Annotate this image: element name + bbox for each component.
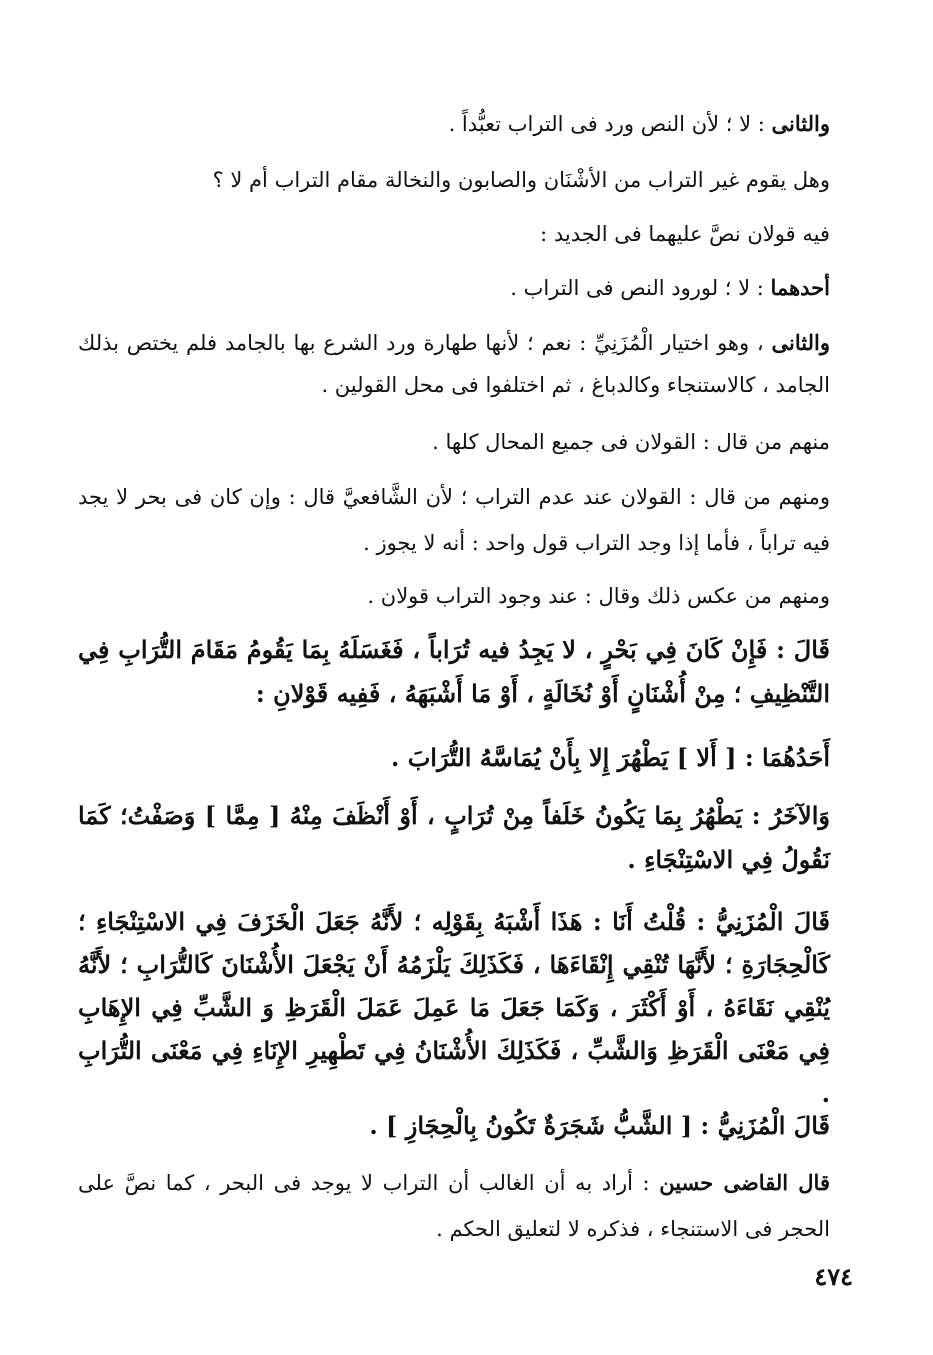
paragraph-lead: والثانى <box>771 330 830 355</box>
quote-text: أَحَدُهُمَا : [ أَلا ] يَطْهُرَ إِلا بِأَنْ يُمَاسَّهُ التُّرَابَ . <box>391 743 830 772</box>
paragraph-text: ومنهم من عكس ذلك وقال : عند وجود التراب قولان . <box>367 584 830 608</box>
mukhtasar-quote-4 <box>78 900 830 1115</box>
paragraph-4 <box>78 266 830 310</box>
paragraph-6 <box>78 420 830 464</box>
paragraph-3 <box>78 212 830 256</box>
paragraph-text: ومنهم من قال : القولان عند عدم التراب ؛ لأن الشَّافعيَّ قال : وإن كان فى بحر لا يجد فيه تراباً ، فأما إذا وجد التراب قول واحد : أنه لا يجوز . <box>78 485 830 555</box>
quote-text: قَالَ : فَإِنْ كَانَ فِي بَحْرٍ ، لا يَجِدُ فيه تُرَاباً ، فَغَسَلَهُ بِمَا يَقُومُ مَقَامَ التُّرَابِ فِي التَّنْظِيفِ ؛ مِنْ أُشْنَانٍ أَوْ نُخَالَةٍ ، أَوْ مَا أَشْبَهَهُ ، فَفِيه قَوْلانِ : <box>78 635 830 708</box>
paragraph-text: : أراد به أن الغالب أن التراب لا يوجد فى البحر ، كما نصَّ على الحجر فى الاستنجاء ، فذكره لا لتعليق الحكم . <box>78 1171 830 1241</box>
page-number: ٤٧٤ <box>814 1262 853 1291</box>
paragraph-text: فيه قولان نصَّ عليهما فى الجديد : <box>540 222 830 246</box>
paragraph-1 <box>78 102 830 146</box>
paragraph-5 <box>78 322 830 406</box>
paragraph-text: : لا ؛ لورود النص فى التراب . <box>510 276 771 300</box>
quote-text: قَالَ الْمُزَنِيُّ : [ الشَّبُّ شَجَرَةٌ تَكُونُ بِالْحِجَازِ ] . <box>369 1111 830 1140</box>
mukhtasar-quote-3 <box>78 794 830 882</box>
quote-text: قَالَ الْمُزَنِيُّ : قُلْتُ أَنَا : هَذَا أَشْبَهُ بِقَوْلِه ؛ لأَنَّهُ جَعَلَ الْخَزَفَ فِي الاسْتِنْجَاءِ ؛ كَالْحِجَارَةِ ؛ لأَنَّهَا تُنْقِي إِنْقَاءَهَا ، فَكَذَلِكَ يَلْزَمُهُ أَنْ يَجْعَلَ الأُشْنَانَ كَالتُّرَابِ ؛ لأَنَّهُ يُنْقِي نَقَاءَهُ ، أَوْ أَكْثَرَ ، وَكَمَا جَعَلَ مَا عَمِلَ عَمَلَ الْقَرَظِ وَ الشَّبِّ فِي الإِهَابِ فِي مَعْنَى الْقَرَظِ وَالشَّبِّ ، فَكَذَلِكَ الأُشْنَانُ فِي تَطْهِيرِ الإِنَاءِ فِي مَعْنَى التُّرَابِ . <box>78 907 830 1108</box>
quote-text: وَالآخَرُ : يَطْهُرُ بِمَا يَكُونُ خَلَفاً مِنْ تُرَابٍ ، أَوْ أَنْظَفَ مِنْهُ [ مِمَّا ] وَصَفْتُ؛ كَمَا نَقُولُ فِي الاسْتِنْجَاءِ . <box>78 801 830 874</box>
paragraph-lead: والثانى <box>771 111 830 136</box>
paragraph-text: منهم من قال : القولان فى جميع المحال كلها . <box>432 430 830 454</box>
mukhtasar-quote-5 <box>78 1104 830 1148</box>
paragraph-text: : لا ؛ لأن النص ورد فى التراب تعبُّداً . <box>448 112 772 136</box>
paragraph-2 <box>78 158 830 202</box>
closing-paragraph <box>78 1160 830 1252</box>
paragraph-8 <box>78 574 830 618</box>
paragraph-lead: أحدهما <box>770 275 830 300</box>
mukhtasar-quote-1 <box>78 628 830 716</box>
mukhtasar-quote-2 <box>78 736 830 780</box>
paragraph-7 <box>78 474 830 566</box>
paragraph-text: وهل يقوم غير التراب من الأشْنَان والصابون والنخالة مقام التراب أم لا ؟ <box>212 168 830 192</box>
paragraph-text: ، وهو اختيار الْمُزَنِيِّ : نعم ؛ لأنها طهارة ورد الشرع بها بالجامد فلم يختص بذلك الجامد ، كالاستنجاء وكالدباغ ، ثم اختلفوا فى محل القولين . <box>78 331 830 397</box>
paragraph-lead: قال القاضى حسين <box>659 1170 830 1195</box>
